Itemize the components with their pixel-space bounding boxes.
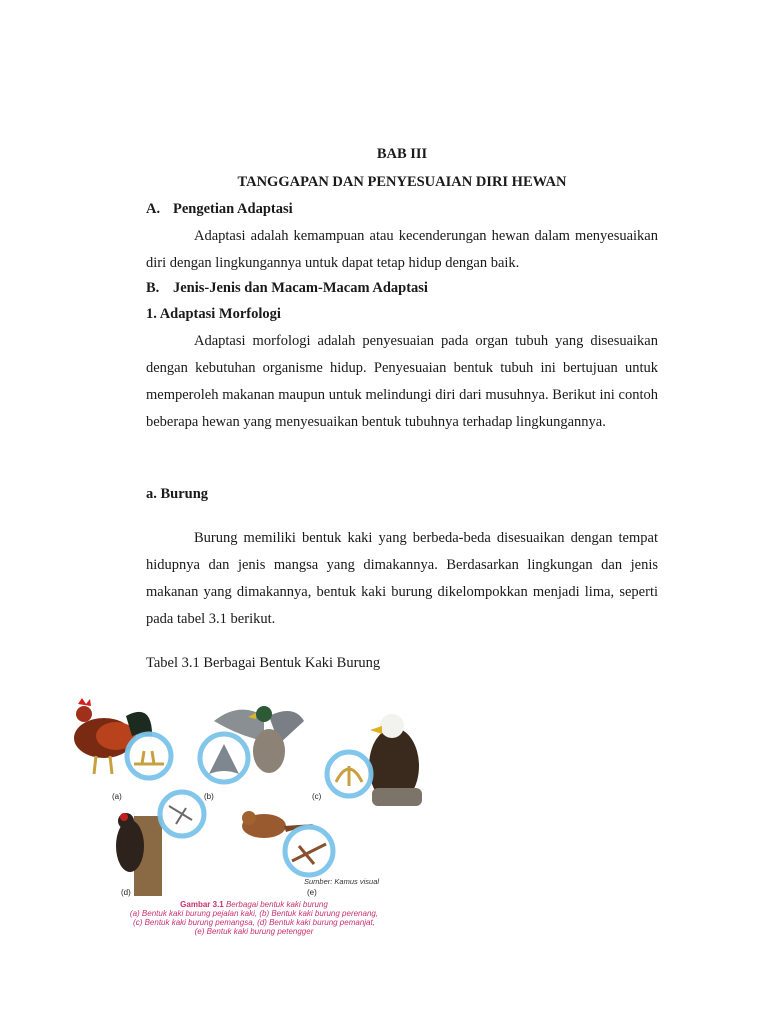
perching-foot-bubble [285,827,333,875]
figure-caption-number: Gambar 3.1 [180,900,224,909]
bird-feet-figure [64,696,444,946]
section-b-label: Jenis-Jenis dan Macam-Macam Adaptasi [173,280,428,296]
table-caption: Tabel 3.1 Berbagai Bentuk Kaki Burung [146,655,381,671]
figure-caption-line2: (c) Bentuk kaki burung pemangsa, (d) Bentuk kaki burung pemanjat, [133,918,375,927]
subsection-morfologi: 1. Adaptasi Morfologi [146,306,281,322]
woodpecker-image [116,813,162,896]
section-a-number: A. [146,201,161,217]
chapter-title: TANGGAPAN DAN PENYESUAIAN DIRI HEWAN [237,174,567,190]
figure-label-c: (c) [312,792,322,801]
section-a-heading [146,201,293,218]
figure-label-a: (a) [112,792,122,801]
climbing-foot-bubble [160,792,204,836]
paragraph-adaptasi: Adaptasi adalah kemampuan atau kecenderungan hewan dalam menyesuaikan diri dengan lingkungannya untuk dapat tetap hidup dengan baik. [146,228,658,271]
paragraph-morfologi: Adaptasi morfologi adalah penyesuaian pada organ tubuh yang disesuaikan dengan kebutuhan organisme hidup. Penyesuaian bentuk tubuh ini bertujuan untuk memperoleh makanan maupun untuk melindungi diri dari musuhnya. Berikut ini contoh beberapa hewan yang menyesuaikan bentuk tubuhnya terhadap lingkungannya. [146,333,658,430]
figure-caption-line3: (e) Bentuk kaki burung petengger [194,927,314,936]
section-b-number: B. [146,280,160,296]
subsection-burung: a. Burung [146,486,209,502]
swimming-foot-bubble [200,734,248,782]
figure-label-b: (b) [204,792,214,801]
figure-label-e: (e) [307,888,317,897]
figure-label-d: (d) [121,888,131,897]
figure-source: Sumber: Kamus visual [304,877,380,886]
figure-caption-line1: (a) Bentuk kaki burung pejalan kaki, (b) Bentuk kaki burung perenang, [129,909,379,918]
walking-foot-bubble [127,734,171,778]
figure-caption [104,900,404,936]
section-b-heading [146,280,428,297]
figure-caption-title: Berbagai bentuk kaki burung [225,900,328,909]
eagle-image [369,714,422,806]
paragraph-burung: Burung memiliki bentuk kaki yang berbeda-beda disesuaikan dengan tempat hidupnya dan jenis mangsa yang dimakannya. Berdasarkan lingkungan dan jenis makanan yang dimakannya, bentuk kaki burung dikelompokkan menjadi lima, seperti pada tabel 3.1 berikut. [146,530,658,627]
section-a-label: Pengetian Adaptasi [173,201,293,217]
raptor-foot-bubble [327,752,371,796]
chapter-number: BAB III [376,146,428,162]
